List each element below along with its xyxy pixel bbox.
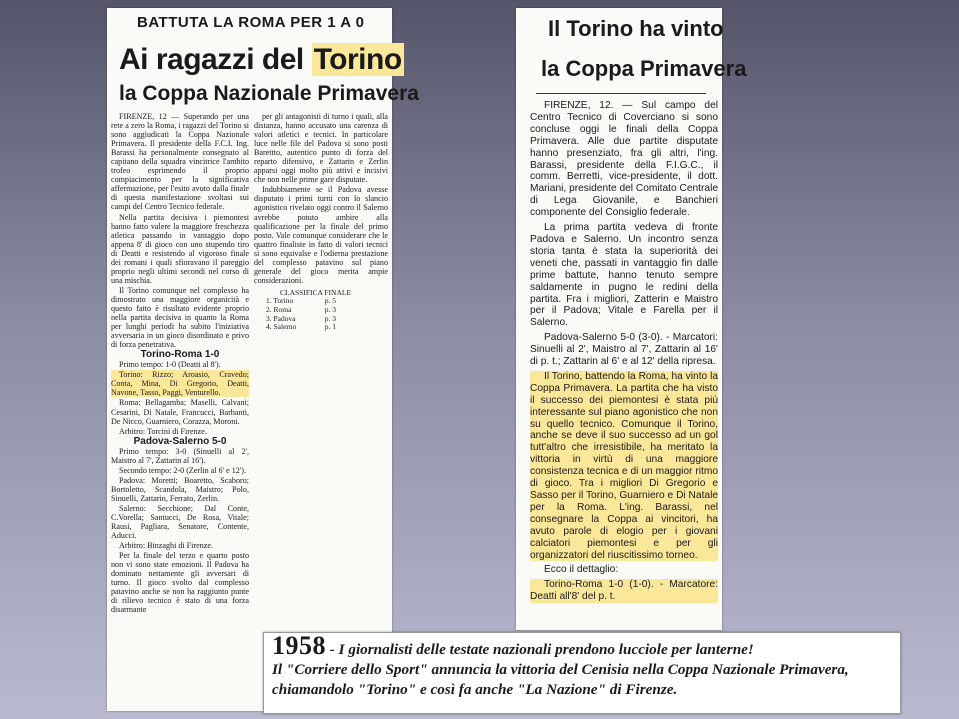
article-column-1 bbox=[111, 112, 249, 616]
headline-highlight: Torino bbox=[313, 43, 402, 76]
team-points: p. 5 bbox=[324, 296, 336, 306]
match-score: Primo tempo: 1-0 (Deatti al 8'). bbox=[119, 360, 221, 370]
match-score: Secondo tempo: 2-0 (Zerlin al 6' e 12'). bbox=[119, 465, 246, 475]
referee: Arbitro: Torcini di Firenze. bbox=[119, 426, 207, 436]
team-points: p. 1 bbox=[324, 322, 336, 332]
paragraph: Padova-Salerno 5-0 (3-0). - Marcatori: Sinuelli al 2', Maistro al 7', Zattarin al 16' di p. t.; Zattarin al 6' e al 12' della ripresa. bbox=[530, 332, 718, 368]
lineup-torino: Torino: Rizzo; Aroasio, Cravedo; Conta, Mina, Di Gregorio, Deatti, Navone, Tasso, Paggi, Venturello. bbox=[111, 370, 249, 398]
left-newspaper-clipping bbox=[107, 8, 419, 711]
match-title: Padova-Salerno 5-0 bbox=[133, 435, 227, 447]
match-score: Primo tempo: 3-0 (Sinuelli al 2', Maistro al 7', Zattarin al 16'). bbox=[111, 446, 249, 465]
paragraph: Indubbiamente se il Padova avesse disputato i primi turni con lo slancio agonistico rivelato oggi contro il Salerno avrebbe potuto ambire alla qualificazione per la finale del primo posto. Vale comunque considerare che le quattro finaliste in fatto di valori tecnici si sono equivalse e l'odierna prestazione del complesso patavino sul piano generale del gioco merita ampie considerazioni. bbox=[254, 185, 388, 285]
right-newspaper-clipping bbox=[516, 8, 747, 630]
kicker: BATTUTA LA ROMA PER 1 A 0 bbox=[137, 14, 365, 31]
caption-line-2: Il "Corriere dello Sport" annuncia la vittoria del Cenisia nella Coppa Nazionale Primavera, chiamandolo "Torino" e così fa anche "La Nazione" di Firenze. bbox=[272, 661, 849, 698]
standings-table bbox=[266, 289, 388, 332]
team-name: 2. Roma bbox=[266, 305, 292, 315]
caption-box bbox=[263, 632, 901, 714]
paragraph: Il Torino comunque nel complesso ha dimostrato una maggiore organicità e questo fatto è risultato evidente proprio nella partita decisiva in quanto la Roma per lunghi periodi ha subito l'iniziativa avversaria in un gioco disordinato e privo di forza penetrativa. bbox=[111, 285, 249, 350]
subheadline: la Coppa Nazionale Primavera bbox=[119, 82, 419, 105]
paragraph-highlight: Il Torino, battendo la Roma, ha vinto la Coppa Primavera. La partita che ha visto il successo dei piemontesi è stata più interessante sul piano agonistico che non su quello tecnico. Comunque il Torino, anche se deve il suo successo ad un gol tutt'altro che irresistibile, ha meritato la vittoria in virtù di una maggiore consistenza tecnica e di un maggior ritmo di gioco. Tra i migliori Di Gregorio e Sasso per il Torino, Guarniero e Di Natale per la Roma. L'ing. Barassi, nel consegnare la Coppa ai vincitori, ha avuto parole di elogio per i giovani calciatori piemontesi e per gli organizzatori del riuscitissimo torneo. bbox=[530, 370, 718, 561]
standings-row bbox=[266, 323, 336, 332]
standings-title: CLASSIFICA FINALE bbox=[280, 287, 352, 297]
team-points: p. 3 bbox=[324, 313, 336, 323]
match-title: Torino-Roma 1-0 bbox=[140, 349, 220, 361]
paragraph: per gli antagonisti di turno i quali, alla distanza, hanno accusato una carenza di valori atletici e tecnici. In particolare luce nelle file del Padova si sono posti Barettto, autentico punto di forza del reparto difensivo, e Zattarin e Zerlin apparsi oggi molto più attivi e incisivi che non nelle prime gare disputate. bbox=[254, 112, 388, 185]
paragraph: FIRENZE, 12 — Superando per una rete a zero la Roma, i ragazzi del Torino si sono aggiudicati la Coppa Nazionale Primavera. Il presidente della F.C.I. Ing. Barassi ha personalmente consegnato al capitano della squadra vincitrice l'ambito trofeo esprimendo il proprio compiacimento per la significativa affermazione, per l'esito avuto dalla finale di questa manifestazione svoltasi sui campi del Centro Tecnico federale. bbox=[111, 112, 249, 212]
team-name: 4. Salerno bbox=[266, 322, 297, 332]
lineup-padova: Padova: Moretti; Boaretto, Scaboro; Bortoletto, Scandola, Maistro; Polo, Sinuelli, Zattarin, Ferrato, Zerlin. bbox=[111, 475, 249, 503]
lineup-salerno: Salerno: Secchione; Dal Conte, C.Vorella; Santucci, De Rosa, Vitale; Rausi, Pagliara, Senatore, Contente, Aducci. bbox=[111, 503, 249, 541]
result-highlight: Torino-Roma 1-0 (1-0). - Marcatore: Deatti all'8' del p. t. bbox=[530, 579, 718, 603]
referee: Arbitro: Binzaghi di Firenze. bbox=[119, 541, 213, 551]
team-name: 1. Torino bbox=[266, 296, 294, 306]
paragraph: Per la finale del terzo e quarto posto non vi sono state emozioni. Il Padova ha dominato nettamente gli avversari di turno. Il gioco svolto dal complesso patavino anche se non ha raggiunto punte di rilievo tecnico è stato di una forza disarmante bbox=[111, 551, 249, 615]
subheadline: la Coppa Primavera bbox=[541, 56, 747, 81]
headline: Il Torino ha vinto bbox=[548, 16, 724, 41]
caption-year: 1958 bbox=[272, 631, 326, 660]
paragraph: La prima partita vedeva di fronte Padova e Salerno. Un incontro senza storia tanta è stata la superiorità dei veneti che, passati in vantaggio fin dalle prime battute, hanno tenuto sempre saldamente in pugno le redini della partita. Fra i migliori, Zatterin e Maistro per il Padova; Vitale e Farella per il Salerno. bbox=[530, 222, 718, 329]
headline bbox=[119, 43, 404, 77]
divider bbox=[536, 93, 706, 94]
team-points: p. 3 bbox=[324, 305, 336, 315]
lineup-roma: Roma: Bellagamba; Maselli, Calvani; Cesarini, Di Natale, Francucci, Barbanti, De Nicco, Guarniero, Corazza, Moroni. bbox=[111, 398, 249, 426]
article-column bbox=[530, 100, 718, 606]
headline-part-a: Ai ragazzi del bbox=[119, 43, 312, 76]
article-column-2 bbox=[254, 112, 388, 332]
caption-text bbox=[272, 631, 894, 700]
caption-line-1: - I giornalisti delle testate nazionali prendono lucciole per lanterne! bbox=[326, 641, 754, 658]
team-name: 3. Padova bbox=[266, 313, 296, 323]
paragraph: Ecco il dettaglio: bbox=[544, 564, 619, 576]
paragraph: Nella partita decisiva i piemontesi hanno fatto valere la maggiore freschezza atletica passando in vantaggio dopo appena 8' di gioco con uno stupendo tiro di Deatti e resistendo al vigoroso finale dei romani i quali sfioravano il pareggio proprio negli ultimi secondi nel corso di una mischia. bbox=[111, 212, 249, 285]
paragraph: FIRENZE, 12. — Sul campo del Centro Tecnico di Coverciano si sono concluse oggi le finali della Coppa Primavera. Alle due partite disputate hanno presenziato, fra gli altri, l'ing. Barassi, presidente della F.I.G.C., il comm. Berretti, vice-presidente, il dott. Mariani, presidente del Comitato Centrale di Lega Giovanile, e Banchieri componente del Consiglio federale. bbox=[530, 100, 718, 219]
